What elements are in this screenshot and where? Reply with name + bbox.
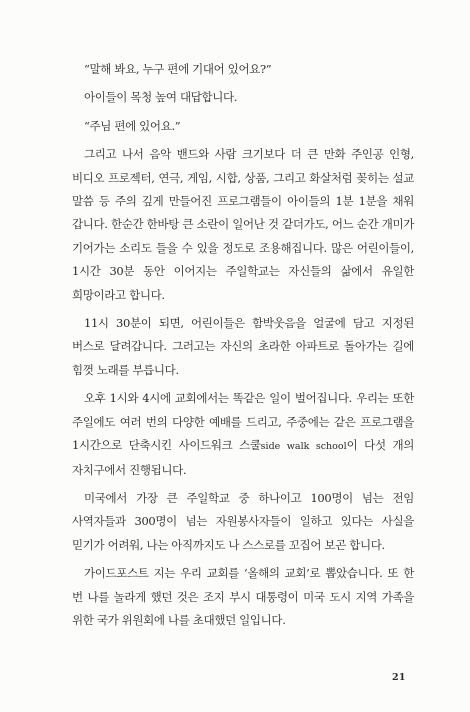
- dialogue-answer: “주님 편에 있어요.”: [84, 118, 181, 133]
- paragraph-program: 그리고 나서 음악 밴드와 사람 크기보다 더 큰 만화 주인공 인형, 비디오 프로젝터, 연극, 게임, 시합, 상품, 그리고 화살처럼 꽂히는 설교 말씀 등 주의 깊게 만들어진 프로그램들이 아이들의 1분 1분을 채워 갑니다. 한순간 한바탕 큰 소란이 일어난 것 같더가도, 어느 순간 개미가 기어가는 소리도 들을 수 있을 정도로 조용해집니다. 많은 어린이들이, 1시간 30분 동안 이어지는 주일학교는 자신들의 삶에서 유일한 희망이라고 합니다.: [72, 147, 414, 302]
- paragraph-sidewalk-text-end: 이 다섯 개의 자치구에서 진행됩니다.: [72, 438, 414, 477]
- paragraph-largest-school: 미국에서 가장 큰 주일학교 중 하나이고 100명이 넘는 전임 사역자들과 300명이 넘는 자원봉사자들이 일하고 있다는 사실을 믿기가 어려워, 나는 아직까지도 나 스스로를 꼬집어 보곤 합니다.: [72, 490, 414, 552]
- narration-answer-intro: 아이들이 목청 높여 대답합니다.: [84, 90, 238, 105]
- paragraph-sidewalk-text: 오후 1시와 4시에 교회에서는 똑같은 일이 벌어집니다. 우리는 또한 주일에도 여러 번의 다양한 예배를 드리고, 주중에는 같은 프로그램을 1시간으로 단축시킨 사이드워크 스쿨: [72, 391, 414, 453]
- dialogue-question: “말해 봐요, 누구 편에 기대어 있어요?”: [84, 62, 272, 76]
- page-body: [72, 58, 414, 637]
- page-number: 21: [392, 672, 406, 683]
- paragraph-sidewalk-school: [72, 387, 414, 482]
- paragraph-bus: 11시 30분이 되면, 어린이들은 함박웃음을 얼굴에 담고 지정된 버스로 달려갑니다. 그러고는 자신의 초라한 아파트로 돌아가는 길에 힘껏 노래를 부릅니다.: [72, 316, 414, 377]
- paragraph-guideposts: 가이드포스트 지는 우리 교회를 ‘올해의 교회’로 뽑았습니다. 또 한 번 나를 놀라게 했던 것은 조지 부시 대통령이 미국 도시 지역 가족을 위한 국가 위원회에 나를 초대했던 일입니다.: [72, 566, 414, 627]
- sidewalk-school-english: side walk school: [260, 441, 347, 453]
